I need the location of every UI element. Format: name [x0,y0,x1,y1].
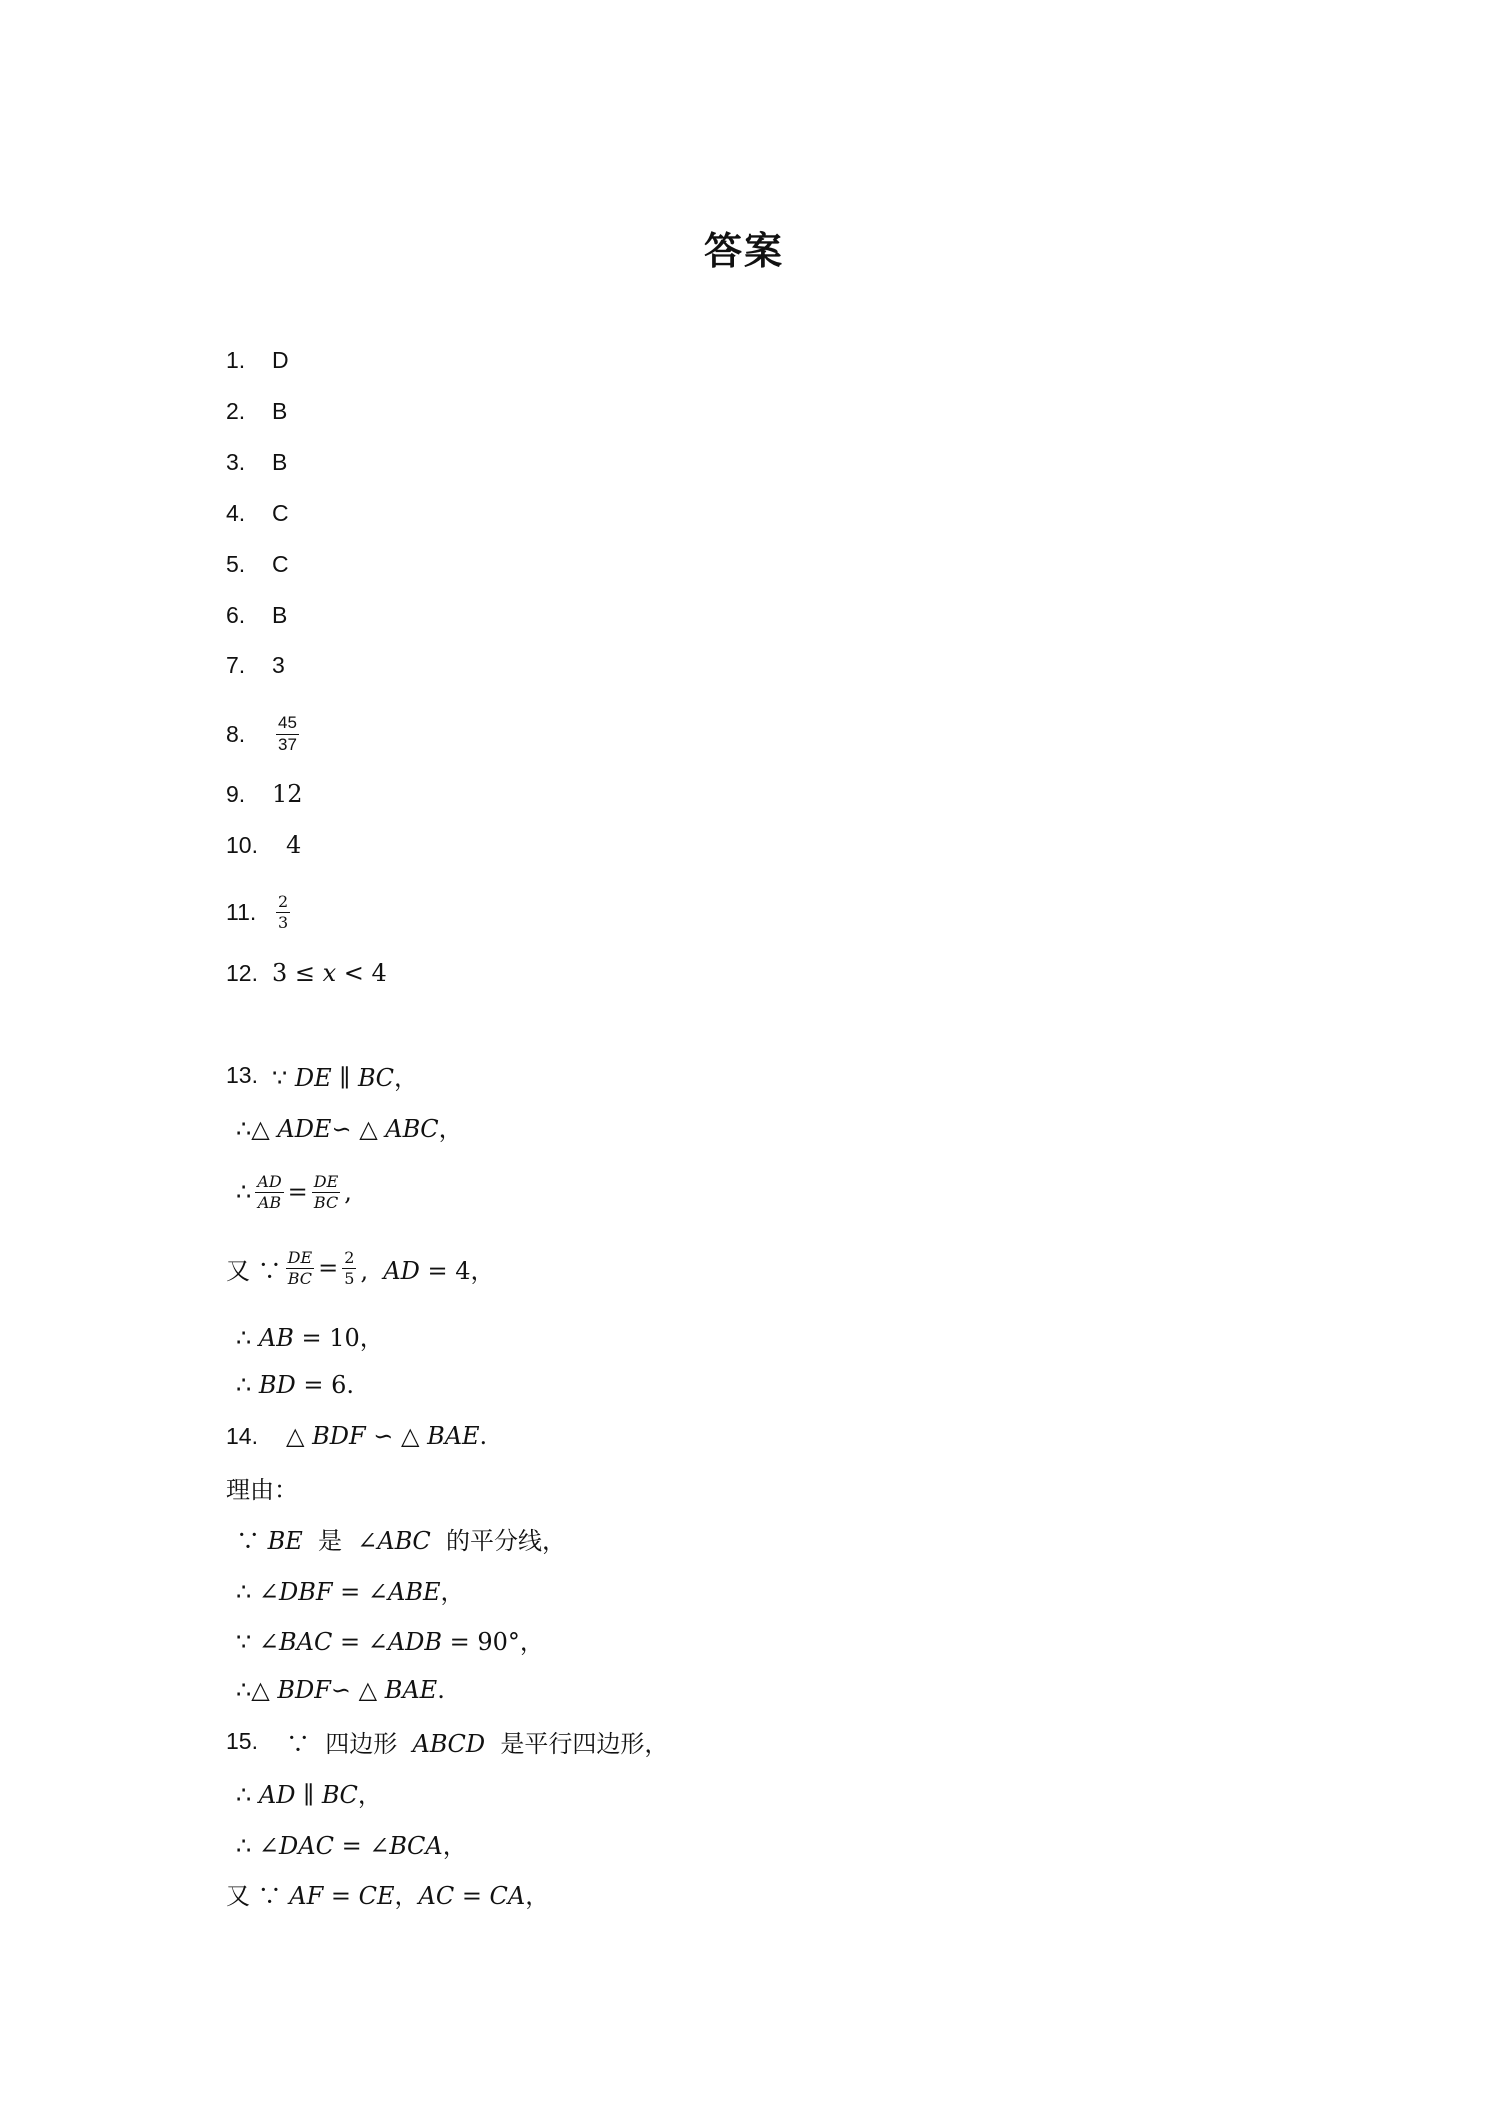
q13-line-6 [236,1360,354,1410]
question-number: 15. [226,1727,258,1754]
solution-text: ∵ 𝐷𝐸 ∥ 𝐵𝐶， [272,1063,419,1092]
question-number: 1. [226,346,246,373]
question-number: 13. [226,1061,258,1088]
answer-5 [226,539,289,589]
question-number: 11. [226,898,257,925]
q15-line-2 [236,1767,382,1817]
q13-line-4 [226,1240,495,1296]
solution-text: 理由： [226,1475,298,1504]
answer-value: 12 [272,780,303,808]
q15-line-3 [236,1818,467,1868]
question-number: 9. [226,780,246,807]
fraction-denominator: BC [287,1268,313,1288]
solution-text: ∵ 四边形 𝐴𝐵𝐶𝐷 是平行四边形， [286,1729,669,1758]
q13-line-3 [236,1164,352,1220]
fraction-de-bc [312,1173,341,1211]
solution-text: ∴△ 𝐴𝐷𝐸∽ △ 𝐴𝐵𝐶， [236,1114,463,1143]
fraction-denominator: 37 [278,734,297,754]
answer-value: 3 [272,651,285,678]
comma: , [344,1178,352,1206]
answer-value: B [272,448,288,475]
solution-text: ∴ 𝐴𝐷 ∥ 𝐵𝐶， [236,1780,382,1809]
question-number: 3. [226,448,246,475]
solution-text: ∴△ 𝐵𝐷𝐹∽ △ 𝐵𝐴𝐸. [236,1676,445,1704]
equals-sign: = [287,1178,308,1206]
answer-value: 3 ≤ 𝑥 < 4 [272,959,387,987]
answer-3 [226,437,287,487]
question-number: 4. [226,499,246,526]
fraction-numerator: DE [287,1247,313,1267]
solution-text: 又 ∵ [226,1256,282,1285]
q13-line-2 [236,1101,463,1151]
therefore-symbol: ∴ [236,1178,252,1206]
q14-line-6 [236,1665,445,1715]
q14-line-2 [226,1462,298,1512]
answer-4 [226,488,289,538]
fraction-denominator: 5 [344,1268,355,1288]
q15-line-4 [226,1868,549,1918]
solution-text: ∵ 𝐵𝐸 是 ∠𝐴𝐵𝐶 的平分线， [236,1526,566,1555]
answer-value: D [272,346,289,373]
q15-line-1 [226,1716,668,1766]
answer-2 [226,386,287,436]
fraction-denominator: AB [257,1192,282,1212]
answer-8 [226,706,303,762]
solution-text: △ 𝐵𝐷𝐹 ∽ △ 𝐵𝐴𝐸. [286,1422,488,1450]
answer-7 [226,640,285,690]
question-number: 2. [226,397,246,424]
q14-line-4 [236,1564,465,1614]
question-number: 14. [226,1422,258,1449]
fraction-two-fifths [342,1249,356,1287]
fraction-denominator: 3 [278,912,289,932]
question-number: 10. [226,831,258,858]
fraction-numerator: AD [257,1171,282,1191]
solution-text: ∴ 𝐵𝐷 = 6. [236,1371,355,1399]
answer-value: 4 [286,831,302,859]
q14-line-5 [236,1614,544,1664]
q13-line-1 [226,1050,418,1100]
question-number: 8. [226,720,246,747]
solution-text: ∴ ∠𝐷𝐵𝐹 = ∠𝐴𝐵𝐸， [236,1577,465,1606]
answer-value: C [272,550,289,577]
answer-12 [226,948,387,998]
answer-11 [226,884,294,940]
answer-1 [226,335,289,385]
answer-6 [226,590,287,640]
fraction-de-bc [286,1249,315,1287]
question-number: 12. [226,959,258,986]
solution-text: , 𝐴𝐷 = 4， [360,1256,495,1285]
answer-10 [226,820,301,870]
answer-value: B [272,601,288,628]
fraction-numerator: DE [313,1171,339,1191]
answer-value: B [272,397,288,424]
q14-line-3 [236,1513,566,1563]
fraction-ad-ab [255,1173,283,1211]
solution-text: ∴ 𝐴𝐵 = 10， [236,1323,384,1352]
solution-text: ∵ ∠𝐵𝐴𝐶 = ∠𝐴𝐷𝐵 = 90°， [236,1627,544,1656]
question-number: 5. [226,550,246,577]
fraction-numerator: 2 [344,1247,355,1267]
q14-line-1 [226,1411,487,1461]
solution-text: 又 ∵ 𝐴𝐹 = 𝐶𝐸，𝐴𝐶 = 𝐶𝐴， [226,1881,550,1910]
fraction-numerator: 2 [278,891,289,911]
question-number: 6. [226,601,246,628]
answer-fraction [276,893,290,931]
solution-text: ∴ ∠𝐷𝐴𝐶 = ∠𝐵𝐶𝐴， [236,1831,467,1860]
fraction-numerator: 45 [276,714,299,735]
q13-line-5 [236,1310,384,1360]
page-title: 答案 [703,229,784,273]
question-number: 7. [226,651,246,678]
equals-sign: = [318,1254,339,1282]
answer-fraction [276,714,299,754]
fraction-denominator: BC [313,1192,339,1212]
answer-9 [226,769,303,819]
answer-value: C [272,499,289,526]
